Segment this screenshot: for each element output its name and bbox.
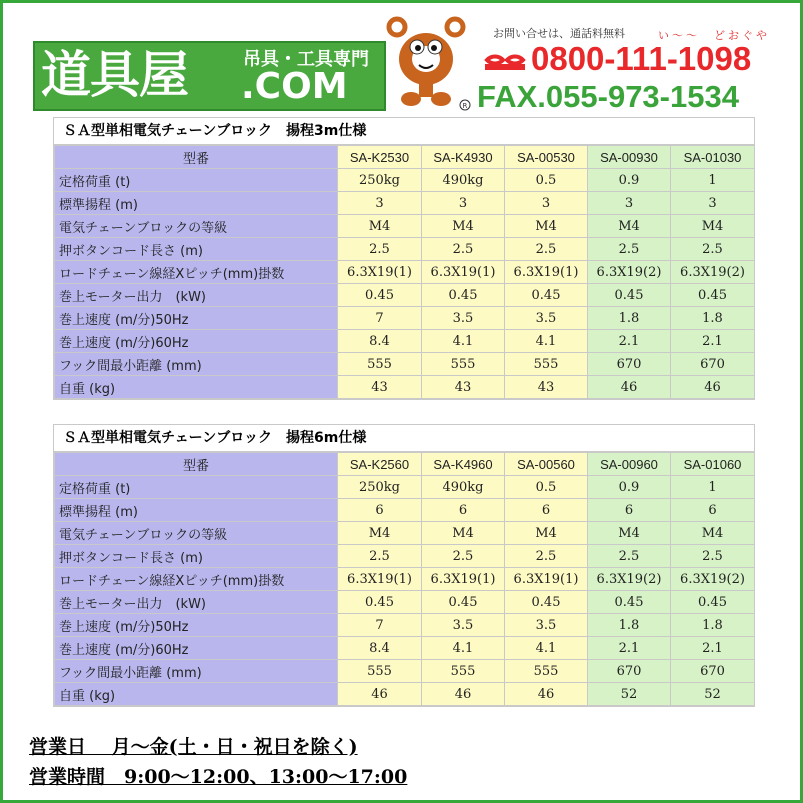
value-cell: 2.5: [505, 545, 588, 568]
value-cell: 2.5: [422, 238, 505, 261]
table-row: [55, 568, 755, 591]
value-cell: 6.3X19(1): [338, 568, 422, 591]
row-label: 自重 (kg): [55, 683, 338, 706]
row-label: 巻上速度 (m/分)50Hz: [55, 307, 338, 330]
value-cell: 46: [588, 376, 671, 399]
site-logo[interactable]: [33, 41, 386, 111]
value-cell: 4.1: [422, 330, 505, 353]
value-cell: 0.9: [588, 476, 671, 499]
tel-row: [483, 41, 751, 77]
row-label: 巻上モーター出力 (kW): [55, 591, 338, 614]
spec-table-6m: [53, 424, 755, 707]
value-cell: 2.5: [671, 238, 755, 261]
value-cell: 250kg: [338, 476, 422, 499]
value-cell: M4: [588, 215, 671, 238]
value-cell: 8.4: [338, 637, 422, 660]
value-cell: 3.5: [505, 307, 588, 330]
business-hours: 営業時間 9:00～12:00、13:00～17:00: [29, 766, 408, 788]
value-cell: 6.3X19(1): [505, 261, 588, 284]
value-cell: 0.45: [588, 591, 671, 614]
table-row: [55, 545, 755, 568]
free-dial-icon: [483, 46, 527, 72]
table-row: [55, 169, 755, 192]
value-cell: 7: [338, 614, 422, 637]
value-cell: 670: [588, 660, 671, 683]
value-cell: 2.1: [588, 637, 671, 660]
table-row: [55, 637, 755, 660]
model-cell: SA-K2560: [338, 453, 422, 476]
value-cell: 6.3X19(2): [671, 261, 755, 284]
table-row: [55, 476, 755, 499]
value-cell: 0.45: [422, 284, 505, 307]
value-cell: 555: [505, 660, 588, 683]
row-label: 標準揚程 (m): [55, 192, 338, 215]
value-cell: 3.5: [422, 614, 505, 637]
value-cell: 6: [588, 499, 671, 522]
logo-sub-text: 吊具・工具専門: [243, 49, 369, 70]
table-row: [55, 192, 755, 215]
value-cell: 555: [422, 353, 505, 376]
row-label: 自重 (kg): [55, 376, 338, 399]
value-cell: 7: [338, 307, 422, 330]
value-cell: 2.1: [588, 330, 671, 353]
value-cell: 0.45: [338, 591, 422, 614]
value-cell: 4.1: [505, 637, 588, 660]
row-label: 巻上モーター出力 (kW): [55, 284, 338, 307]
row-label: 標準揚程 (m): [55, 499, 338, 522]
value-cell: 3.5: [422, 307, 505, 330]
row-label: 押ボタンコード長さ (m): [55, 545, 338, 568]
row-label: 定格荷重 (t): [55, 169, 338, 192]
svg-text:R: R: [462, 102, 468, 110]
model-header-label: 型番: [55, 453, 338, 476]
row-label: 押ボタンコード長さ (m): [55, 238, 338, 261]
value-cell: 6.3X19(2): [588, 261, 671, 284]
value-cell: 1.8: [671, 614, 755, 637]
value-cell: 4.1: [505, 330, 588, 353]
value-cell: 0.45: [338, 284, 422, 307]
value-cell: 0.45: [422, 591, 505, 614]
value-cell: 6.3X19(2): [588, 568, 671, 591]
value-cell: 0.45: [588, 284, 671, 307]
model-cell: SA-K4960: [422, 453, 505, 476]
value-cell: 4.1: [422, 637, 505, 660]
value-cell: 6: [505, 499, 588, 522]
spec-table-3m: [53, 117, 755, 400]
spec-table: [54, 145, 755, 399]
spec-table-title: ＳＡ型単相電気チェーンブロック 揚程3m仕様: [54, 118, 754, 145]
value-cell: 6.3X19(2): [671, 568, 755, 591]
table-row: [55, 215, 755, 238]
value-cell: M4: [671, 215, 755, 238]
value-cell: 6.3X19(1): [422, 568, 505, 591]
value-cell: 2.5: [505, 238, 588, 261]
value-cell: 2.5: [422, 545, 505, 568]
value-cell: 0.9: [588, 169, 671, 192]
value-cell: 1.8: [671, 307, 755, 330]
value-cell: 43: [422, 376, 505, 399]
row-label: フック間最小距離 (mm): [55, 660, 338, 683]
value-cell: 670: [588, 353, 671, 376]
value-cell: 43: [338, 376, 422, 399]
value-cell: 2.5: [338, 238, 422, 261]
model-header-label: 型番: [55, 146, 338, 169]
table-row: [55, 499, 755, 522]
value-cell: 52: [588, 683, 671, 706]
spec-table: [54, 452, 755, 706]
model-cell: SA-K2530: [338, 146, 422, 169]
value-cell: M4: [338, 522, 422, 545]
value-cell: 46: [338, 683, 422, 706]
value-cell: 46: [505, 683, 588, 706]
table-row: [55, 284, 755, 307]
model-cell: SA-00960: [588, 453, 671, 476]
value-cell: 6: [422, 499, 505, 522]
value-cell: 555: [338, 660, 422, 683]
value-cell: 3.5: [505, 614, 588, 637]
model-cell: SA-00530: [505, 146, 588, 169]
value-cell: M4: [338, 215, 422, 238]
value-cell: 1: [671, 476, 755, 499]
value-cell: 0.5: [505, 476, 588, 499]
value-cell: 3: [671, 192, 755, 215]
table-row: [55, 591, 755, 614]
value-cell: 3: [338, 192, 422, 215]
model-cell: SA-00930: [588, 146, 671, 169]
value-cell: 6.3X19(1): [338, 261, 422, 284]
row-label: 巻上速度 (m/分)60Hz: [55, 330, 338, 353]
value-cell: 46: [422, 683, 505, 706]
value-cell: 3: [588, 192, 671, 215]
value-cell: 6.3X19(1): [422, 261, 505, 284]
value-cell: 0.45: [671, 591, 755, 614]
value-cell: 555: [338, 353, 422, 376]
value-cell: 3: [505, 192, 588, 215]
value-cell: 555: [422, 660, 505, 683]
value-cell: 3: [422, 192, 505, 215]
row-label: ロードチェーン線経Xピッチ(mm)掛数: [55, 261, 338, 284]
table-row: [55, 614, 755, 637]
table-header-row: [55, 453, 755, 476]
table-row: [55, 330, 755, 353]
value-cell: 0.5: [505, 169, 588, 192]
table-row: [55, 376, 755, 399]
tel-reading: い～～ どおぐや: [658, 29, 770, 42]
row-label: 巻上速度 (m/分)50Hz: [55, 614, 338, 637]
value-cell: M4: [422, 215, 505, 238]
tel-number[interactable]: 0800-111-1098: [531, 40, 752, 77]
table-row: [55, 660, 755, 683]
chain-mascot-icon: [381, 13, 471, 113]
value-cell: 43: [505, 376, 588, 399]
value-cell: 2.1: [671, 330, 755, 353]
value-cell: 0.45: [505, 591, 588, 614]
value-cell: 52: [671, 683, 755, 706]
logo-com-text: .COM: [241, 66, 348, 107]
value-cell: 46: [671, 376, 755, 399]
value-cell: 670: [671, 660, 755, 683]
table-row: [55, 307, 755, 330]
value-cell: 2.5: [588, 238, 671, 261]
table-row: [55, 238, 755, 261]
model-cell: SA-00560: [505, 453, 588, 476]
value-cell: 0.45: [671, 284, 755, 307]
value-cell: 6: [671, 499, 755, 522]
spec-table-title: ＳＡ型単相電気チェーンブロック 揚程6m仕様: [54, 425, 754, 452]
value-cell: M4: [505, 522, 588, 545]
row-label: ロードチェーン線経Xピッチ(mm)掛数: [55, 568, 338, 591]
value-cell: 1.8: [588, 307, 671, 330]
value-cell: 2.5: [671, 545, 755, 568]
row-label: 電気チェーンブロックの等級: [55, 215, 338, 238]
table-row: [55, 261, 755, 284]
value-cell: 1: [671, 169, 755, 192]
row-label: 電気チェーンブロックの等級: [55, 522, 338, 545]
row-label: フック間最小距離 (mm): [55, 353, 338, 376]
value-cell: M4: [671, 522, 755, 545]
table-row: [55, 683, 755, 706]
model-cell: SA-01030: [671, 146, 755, 169]
value-cell: M4: [422, 522, 505, 545]
value-cell: M4: [588, 522, 671, 545]
row-label: 定格荷重 (t): [55, 476, 338, 499]
value-cell: 2.5: [588, 545, 671, 568]
model-cell: SA-K4930: [422, 146, 505, 169]
value-cell: 490kg: [422, 169, 505, 192]
table-row: [55, 522, 755, 545]
table-header-row: [55, 146, 755, 169]
value-cell: 670: [671, 353, 755, 376]
value-cell: 1.8: [588, 614, 671, 637]
value-cell: 250kg: [338, 169, 422, 192]
value-cell: M4: [505, 215, 588, 238]
fax-number: FAX.055-973-1534: [477, 79, 739, 114]
row-label: 巻上速度 (m/分)60Hz: [55, 637, 338, 660]
value-cell: 2.5: [338, 545, 422, 568]
value-cell: 8.4: [338, 330, 422, 353]
value-cell: 6: [338, 499, 422, 522]
value-cell: 2.1: [671, 637, 755, 660]
business-days: 営業日 月～金(土・日・祝日を除く): [29, 736, 358, 758]
model-cell: SA-01060: [671, 453, 755, 476]
value-cell: 490kg: [422, 476, 505, 499]
value-cell: 0.45: [505, 284, 588, 307]
table-row: [55, 353, 755, 376]
value-cell: 6.3X19(1): [505, 568, 588, 591]
logo-main-text: 道具屋: [41, 46, 188, 104]
value-cell: 555: [505, 353, 588, 376]
contact-note: お問い合せは、通話料無料: [493, 27, 625, 40]
